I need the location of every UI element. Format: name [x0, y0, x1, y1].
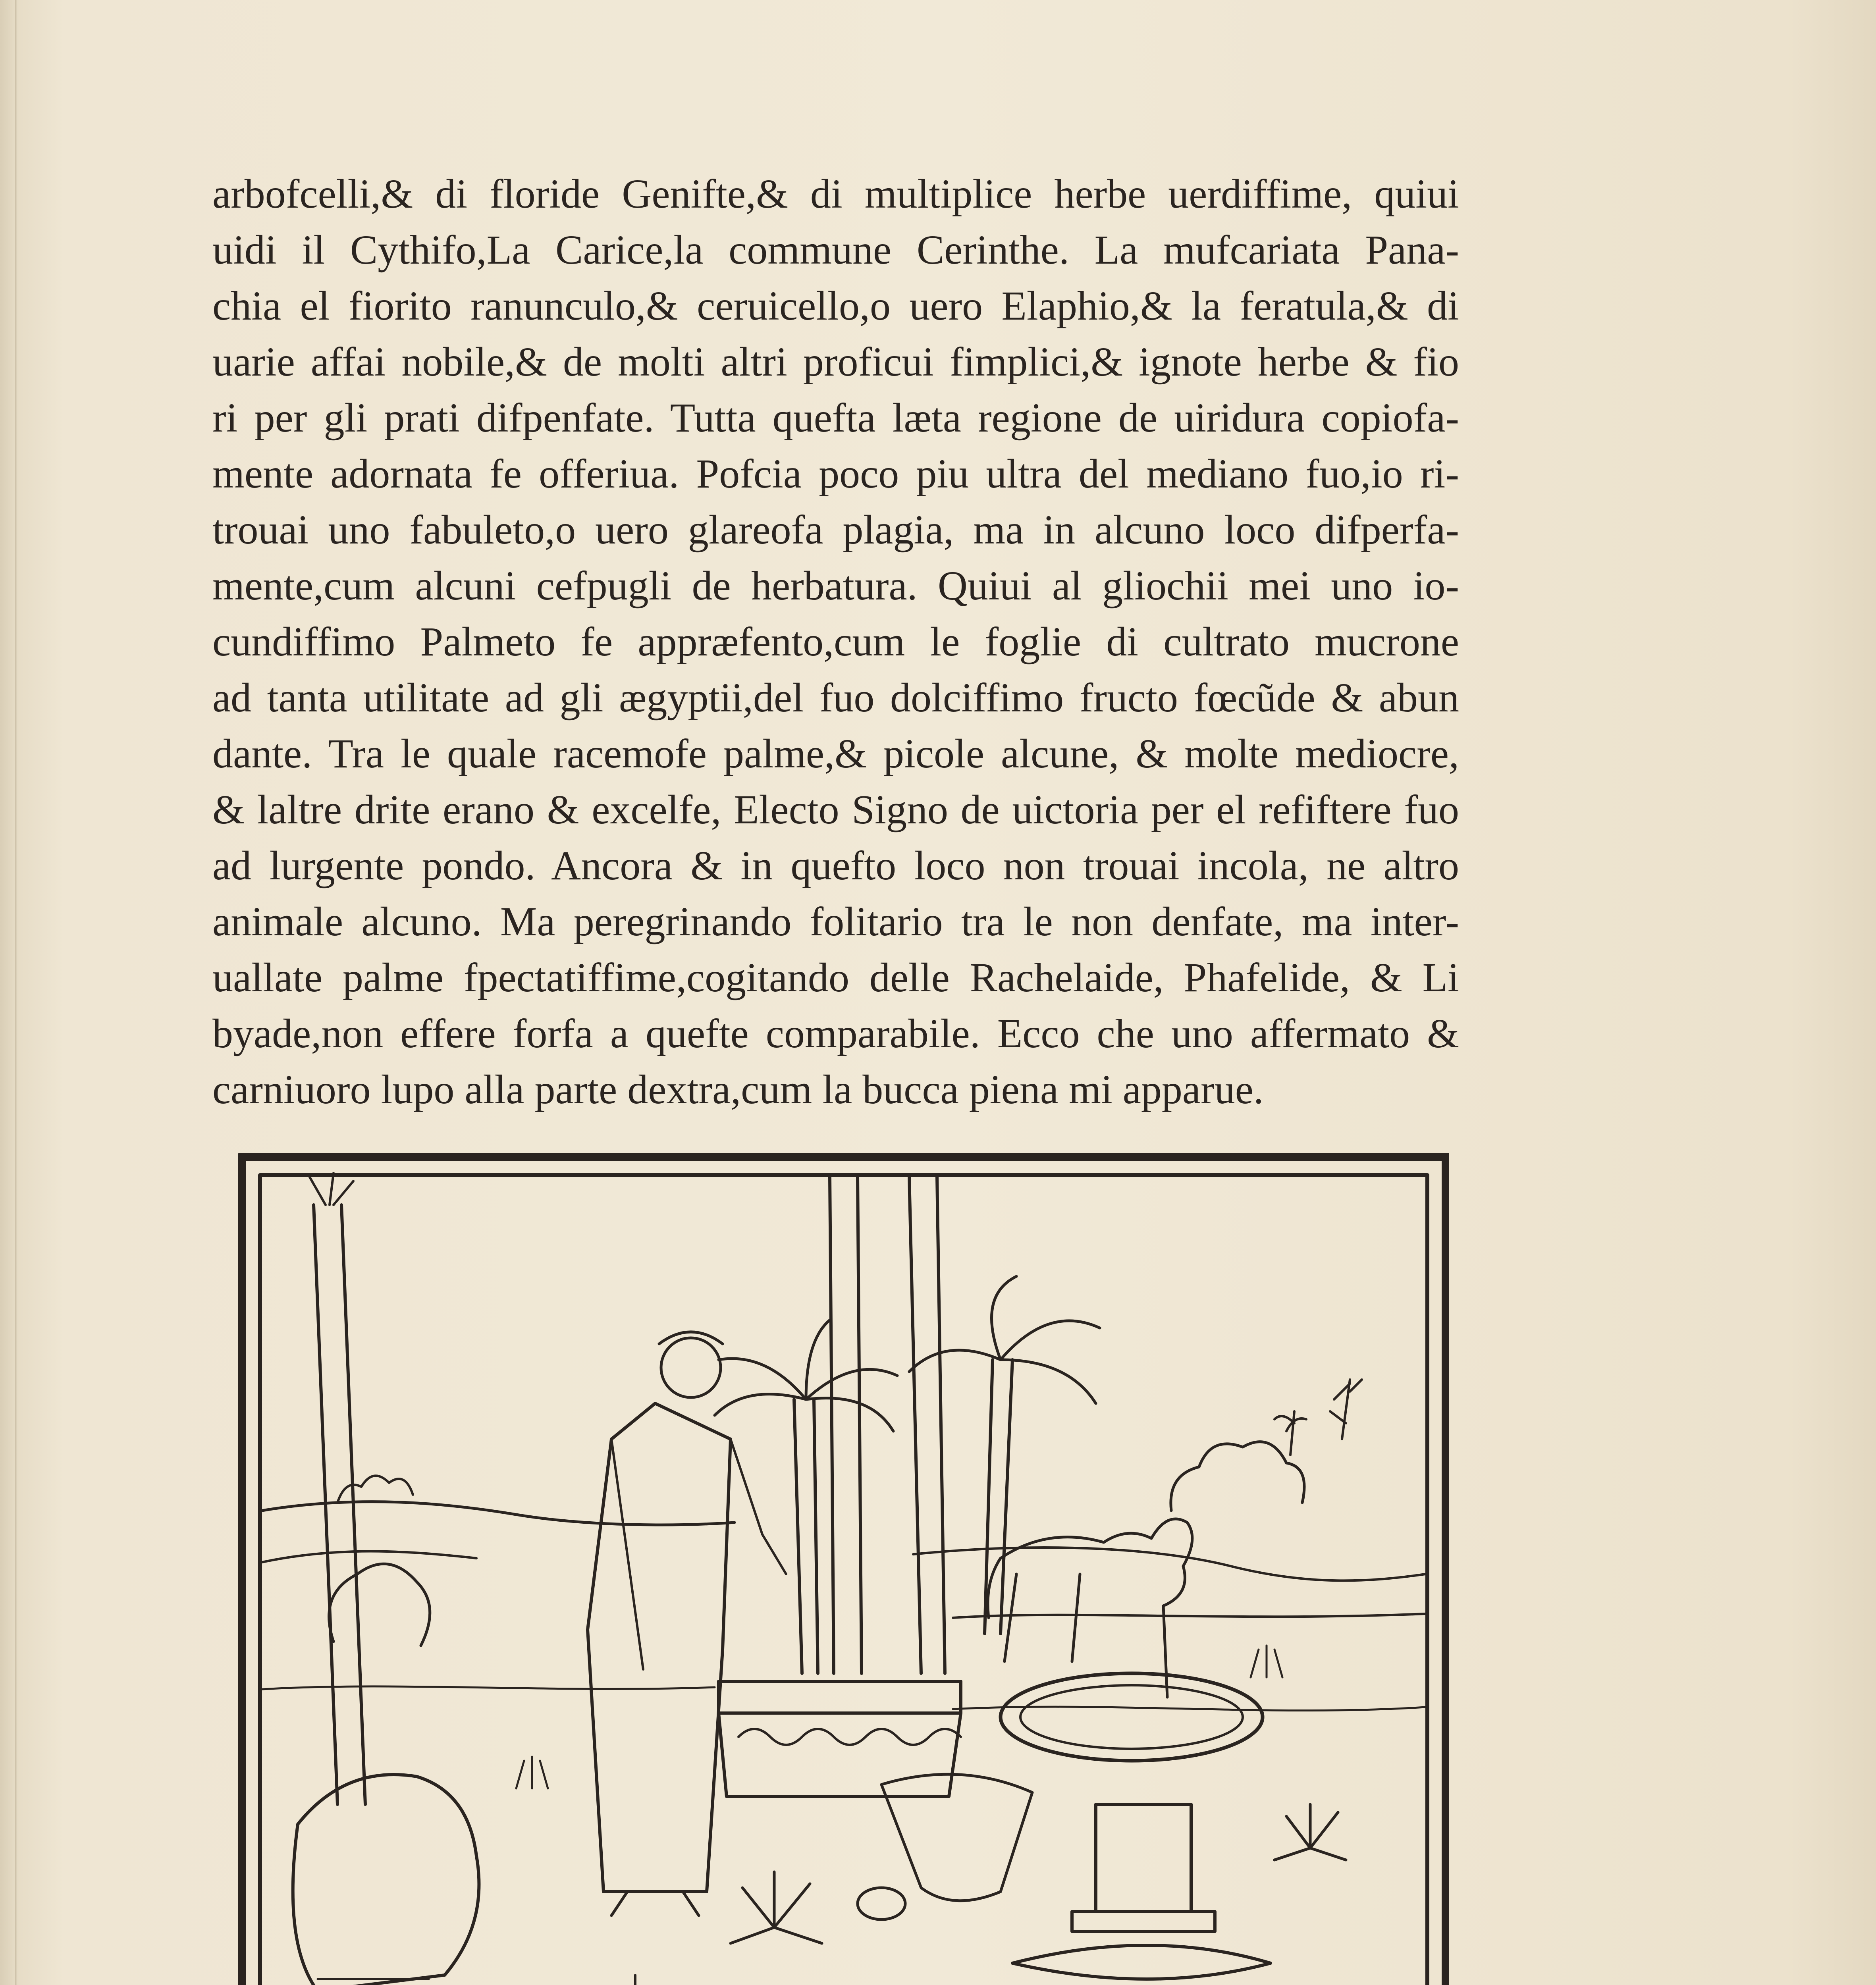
plant — [1274, 1411, 1306, 1455]
fallen-capital — [881, 1774, 1032, 1900]
man-feet — [611, 1892, 699, 1916]
wolf — [988, 1519, 1192, 1697]
woodcut-inner-frame — [260, 1175, 1427, 1985]
column-base — [1012, 1804, 1271, 1979]
palm-frond — [715, 1320, 897, 1431]
fallen-drum — [858, 1888, 905, 1919]
woodcut-illustration — [238, 1153, 1449, 1985]
text-line: animale alcuno. Ma peregrinando folitario tra le non denfate, ma inter- — [212, 899, 1459, 944]
text-line: ad tanta utilitate ad gli ægyptii,del fuo dolciffimo fructo fœcũde & abun — [212, 675, 1459, 721]
stone-bench — [719, 1681, 961, 1796]
woodcut-svg — [238, 1153, 1449, 1985]
broken-torso — [293, 1775, 479, 1985]
hill-line — [913, 1548, 1425, 1580]
man-arm — [611, 1439, 786, 1669]
text-line: uallate palme fpectatiffime,cogitando delle Rachelaide, Phafelide, & Li — [212, 955, 1459, 1000]
text-line: carniuoro lupo alla parte dextra,cum la bucca piena mi apparue. — [212, 1067, 1264, 1112]
grass — [516, 1757, 548, 1788]
flower — [731, 1872, 822, 1943]
palm-frond — [310, 1173, 353, 1205]
bush — [329, 1564, 430, 1646]
plant — [1330, 1380, 1362, 1439]
stone-basin-inner — [1020, 1685, 1243, 1749]
flower — [1274, 1804, 1346, 1860]
text-line: uarie affai nobile,& de molti altri proficui fimplici,& ignote herbe & fio — [212, 339, 1459, 385]
bush — [1171, 1442, 1304, 1511]
hill-line — [262, 1502, 735, 1525]
woodcut-outer-frame — [241, 1156, 1446, 1985]
man-head — [661, 1338, 721, 1397]
body-text — [212, 166, 1459, 1118]
ground-line — [262, 1686, 715, 1689]
text-line: & laltre drite erano & excelfe, Electo Signo de uictoria per el refiftere fuo — [212, 787, 1459, 833]
text-line: dante. Tra le quale racemofe palme,& picole alcune, & molte mediocre, — [212, 731, 1459, 777]
palm-trunk — [794, 1399, 818, 1673]
text-line: chia el fiorito ranunculo,& ceruicello,o uero Elaphio,& la feratula,& di — [212, 283, 1459, 329]
text-line: cundiffimo Palmeto fe appræfento,cum le foglie di cultrato mucrone — [212, 619, 1459, 665]
palm-trunk — [909, 1177, 945, 1673]
page-gutter — [15, 0, 17, 1985]
text-line: trouai uno fabuleto,o uero glareofa plagia, ma in alcuno loco difperfa- — [212, 507, 1459, 553]
text-line: ri per gli prati difpenfate. Tutta quefta læta regione de uiridura copiofa- — [212, 395, 1459, 441]
text-line: ad lurgente pondo. Ancora & in quefto loco non trouai incola, ne altro — [212, 843, 1459, 888]
palm-trunk — [830, 1177, 862, 1673]
grass — [1251, 1646, 1282, 1677]
bench-ornament — [738, 1729, 961, 1745]
text-line: uidi il Cythifo,La Carice,la commune Cerinthe. La mufcariata Pana- — [212, 227, 1459, 273]
hill-line — [953, 1614, 1425, 1618]
text-line: arbofcelli,& di floride Genifte,& di multiplice herbe uerdiffime, quiui — [212, 171, 1459, 217]
text-line: mente adornata fe offeriua. Pofcia poco piu ultra del mediano fuo,io ri- — [212, 451, 1459, 497]
flower — [600, 1975, 671, 1985]
text-line: mente,cum alcuni cefpugli de herbatura. Quiui al gliochii mei uno io- — [212, 563, 1459, 609]
bush — [337, 1476, 413, 1503]
man-robe — [588, 1403, 731, 1892]
hill-line — [262, 1551, 476, 1563]
text-line: byade,non effere forfa a quefte comparabile. Ecco che uno affermato & — [212, 1011, 1459, 1056]
